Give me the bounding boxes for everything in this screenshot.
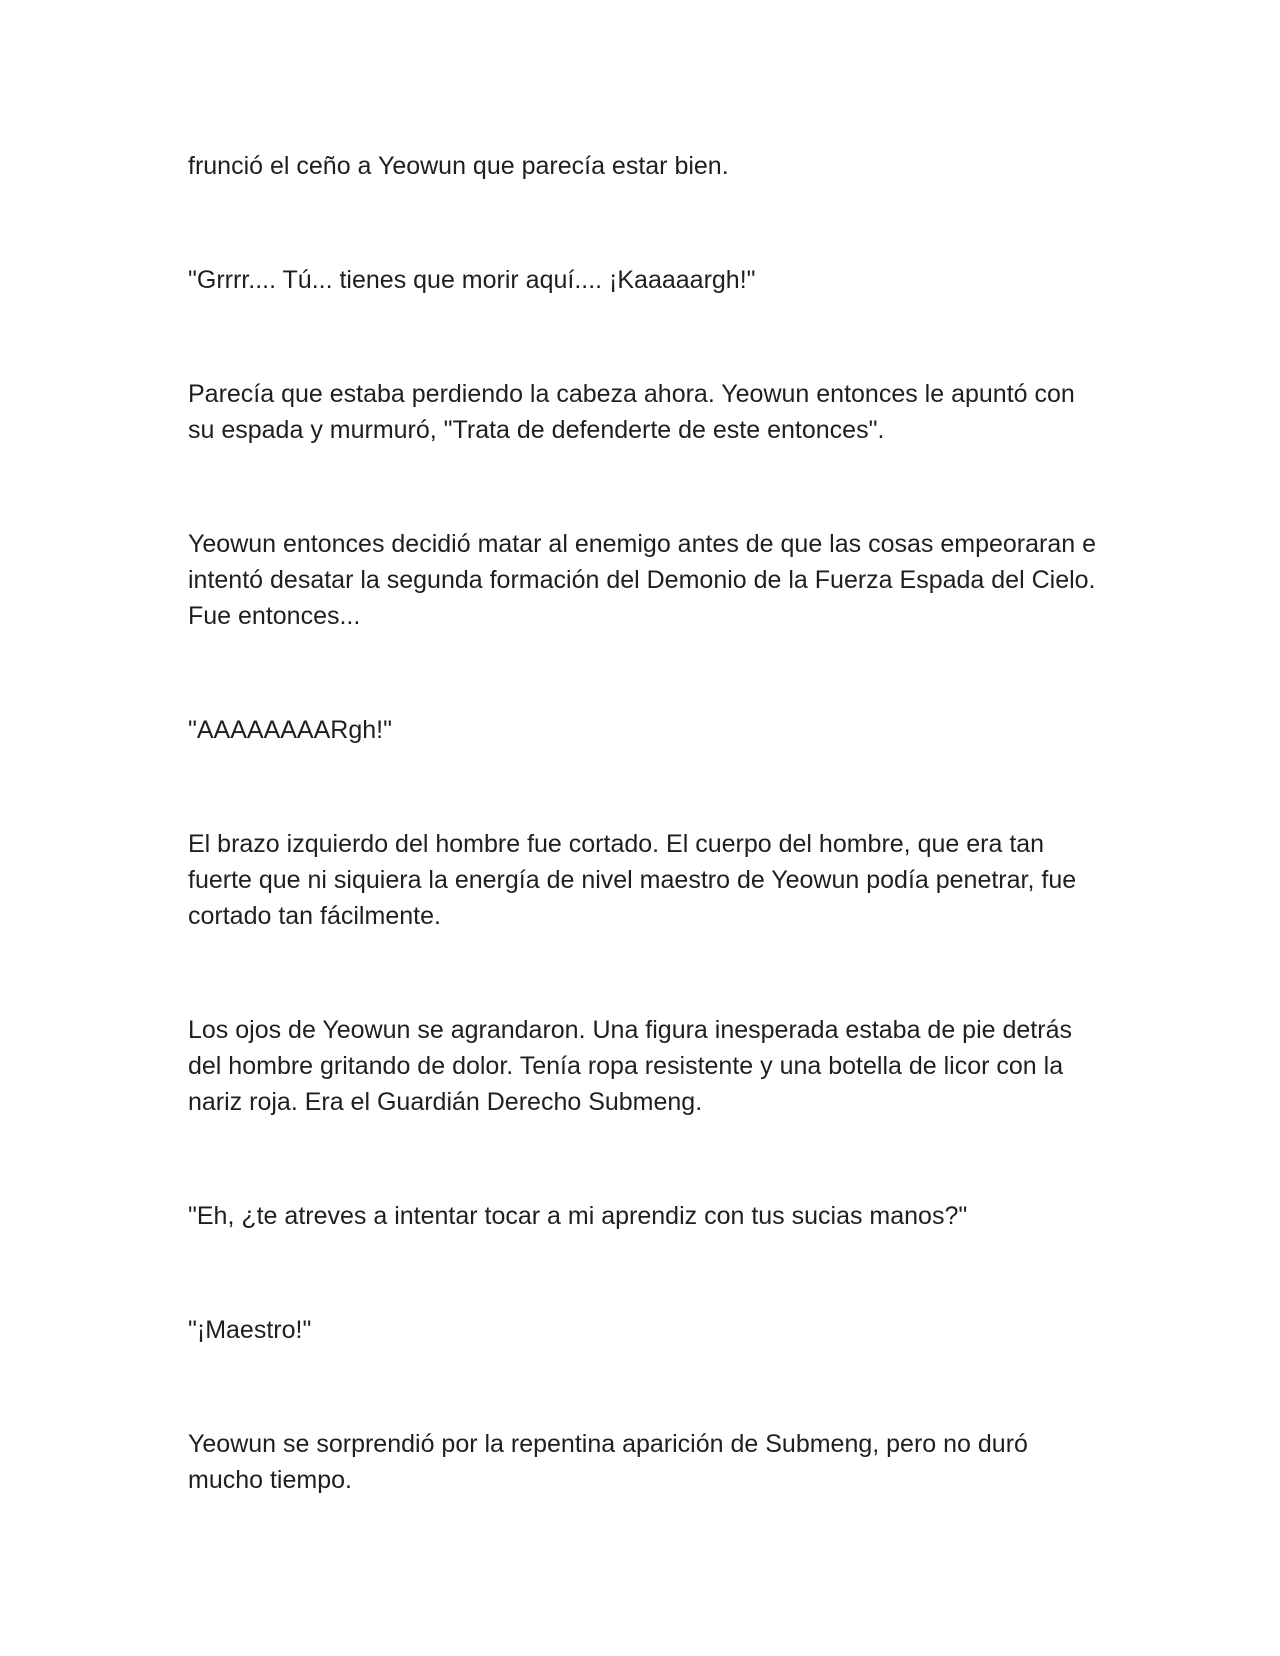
paragraph: Parecía que estaba perdiendo la cabeza ahora. Yeowun entonces le apuntó con su espada y murmuró, "Trata de defenderte de este entonces". (188, 380, 1075, 444)
paragraph: Los ojos de Yeowun se agrandaron. Una figura inesperada estaba de pie detrás del hombre gritando de dolor. Tenía ropa resistente y una botella de licor con la nariz roja. Era el Guardián Derecho Submeng. (188, 1016, 1072, 1116)
paragraph: Yeowun entonces decidió matar al enemigo antes de que las cosas empeoraran e intentó desatar la segunda formación del Demonio de la Fuerza Espada del Cielo. Fue entonces... (188, 530, 1096, 630)
document-body (188, 148, 1098, 1576)
paragraph: "AAAAAAAARgh!" (188, 716, 392, 744)
paragraph: "Grrrr.... Tú... tienes que morir aquí.... ¡Kaaaaargh!" (188, 266, 756, 294)
paragraph: "Eh, ¿te atreves a intentar tocar a mi aprendiz con tus sucias manos?" (188, 1202, 968, 1230)
paragraph: El brazo izquierdo del hombre fue cortado. El cuerpo del hombre, que era tan fuerte que ni siquiera la energía de nivel maestro de Yeowun podía penetrar, fue cortado tan fácilmente. (188, 830, 1077, 930)
paragraph: Yeowun se sorprendió por la repentina aparición de Submeng, pero no duró mucho tiempo. (188, 1430, 1028, 1494)
paragraph: frunció el ceño a Yeowun que parecía estar bien. (188, 152, 729, 180)
paragraph: "¡Maestro!" (188, 1316, 312, 1344)
